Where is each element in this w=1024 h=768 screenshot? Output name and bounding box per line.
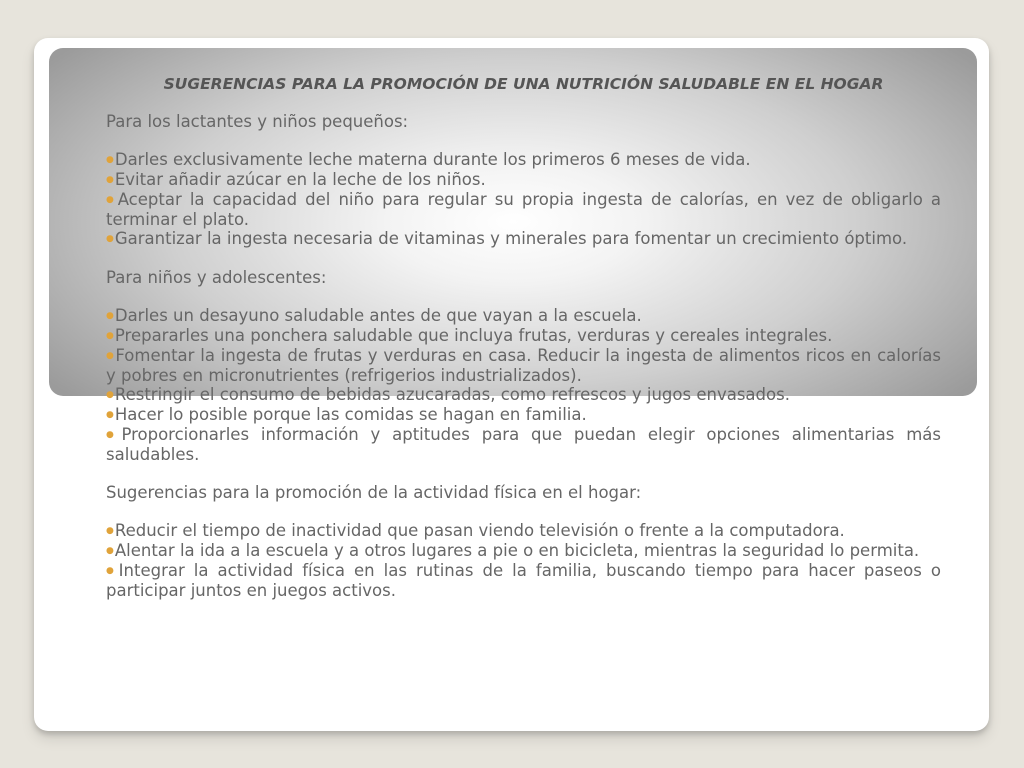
list-item: [106, 190, 941, 229]
bullet-dot-icon: ●: [106, 526, 114, 536]
list-item-text: Evitar añadir azúcar en la leche de los niños.: [114, 170, 486, 189]
list-item-text: Reducir el tiempo de inactividad que pasan viendo televisión o frente a la computadora.: [114, 521, 845, 540]
bullet-list-infants: [106, 150, 941, 249]
bullet-dot-icon: ●: [106, 155, 114, 165]
list-item-text: Fomentar la ingesta de frutas y verduras en casa. Reducir la ingesta de alimentos ricos en calorías y pobres en micronutrientes (refrigerios industrializados).: [106, 346, 942, 385]
list-item: [106, 541, 941, 561]
list-item-text: Proporcionarles información y aptitudes para que puedan elegir opciones alimentarias más saludables.: [106, 425, 941, 464]
section-heading-infants: Para los lactantes y niños pequeños:: [106, 112, 409, 131]
list-item-text: Aceptar la capacidad del niño para regular su propia ingesta de calorías, en vez de obligarlo a terminar el plato.: [106, 190, 941, 229]
list-item: [106, 425, 941, 464]
list-item-text: Prepararles una ponchera saludable que incluya frutas, verduras y cereales integrales.: [114, 326, 833, 345]
list-item-text: Integrar la actividad física en las rutinas de la familia, buscando tiempo para hacer paseos o participar juntos en juegos activos.: [106, 561, 941, 600]
list-item-text: Darles exclusivamente leche materna durante los primeros 6 meses de vida.: [114, 150, 751, 169]
list-item-text: Darles un desayuno saludable antes de que vayan a la escuela.: [114, 306, 642, 325]
list-item: [106, 346, 941, 385]
bullet-dot-icon: ●: [106, 311, 114, 321]
list-item: [106, 306, 941, 326]
list-item: [106, 521, 941, 541]
section-heading-adolescents: Para niños y adolescentes:: [106, 268, 327, 287]
list-item-text: Alentar la ida a la escuela y a otros lugares a pie o en bicicleta, mientras la seguridad lo permita.: [114, 541, 920, 560]
bullet-dot-icon: ●: [106, 410, 114, 420]
list-item: [106, 150, 941, 170]
bullet-dot-icon: ●: [106, 175, 114, 185]
bullet-dot-icon: ●: [106, 234, 114, 244]
bullet-dot-icon: ●: [106, 390, 114, 400]
slide-title: SUGERENCIAS PARA LA PROMOCIÓN DE UNA NUTRICIÓN SALUDABLE EN EL HOGAR: [163, 75, 884, 93]
bullet-dot-icon: ●: [106, 195, 117, 205]
list-item: [106, 405, 941, 425]
bullet-dot-icon: ●: [106, 430, 121, 440]
slide-content: [106, 75, 941, 600]
list-item: [106, 561, 941, 600]
list-item-text: Hacer lo posible porque las comidas se hagan en familia.: [114, 405, 587, 424]
list-item: [106, 385, 941, 405]
bullet-dot-icon: ●: [106, 331, 114, 341]
list-item: [106, 229, 941, 249]
bullet-dot-icon: ●: [106, 351, 115, 361]
bullet-dot-icon: ●: [106, 566, 118, 576]
bullet-dot-icon: ●: [106, 546, 114, 556]
bullet-list-physical-activity: [106, 521, 941, 600]
list-item: [106, 326, 941, 346]
list-item: [106, 170, 941, 190]
bullet-list-adolescents: [106, 306, 941, 464]
list-item-text: Restringir el consumo de bebidas azucaradas, como refrescos y jugos envasados.: [114, 385, 790, 404]
section-heading-physical-activity: Sugerencias para la promoción de la actividad física en el hogar:: [106, 483, 642, 502]
list-item-text: Garantizar la ingesta necesaria de vitaminas y minerales para fomentar un crecimiento óptimo.: [114, 229, 908, 248]
